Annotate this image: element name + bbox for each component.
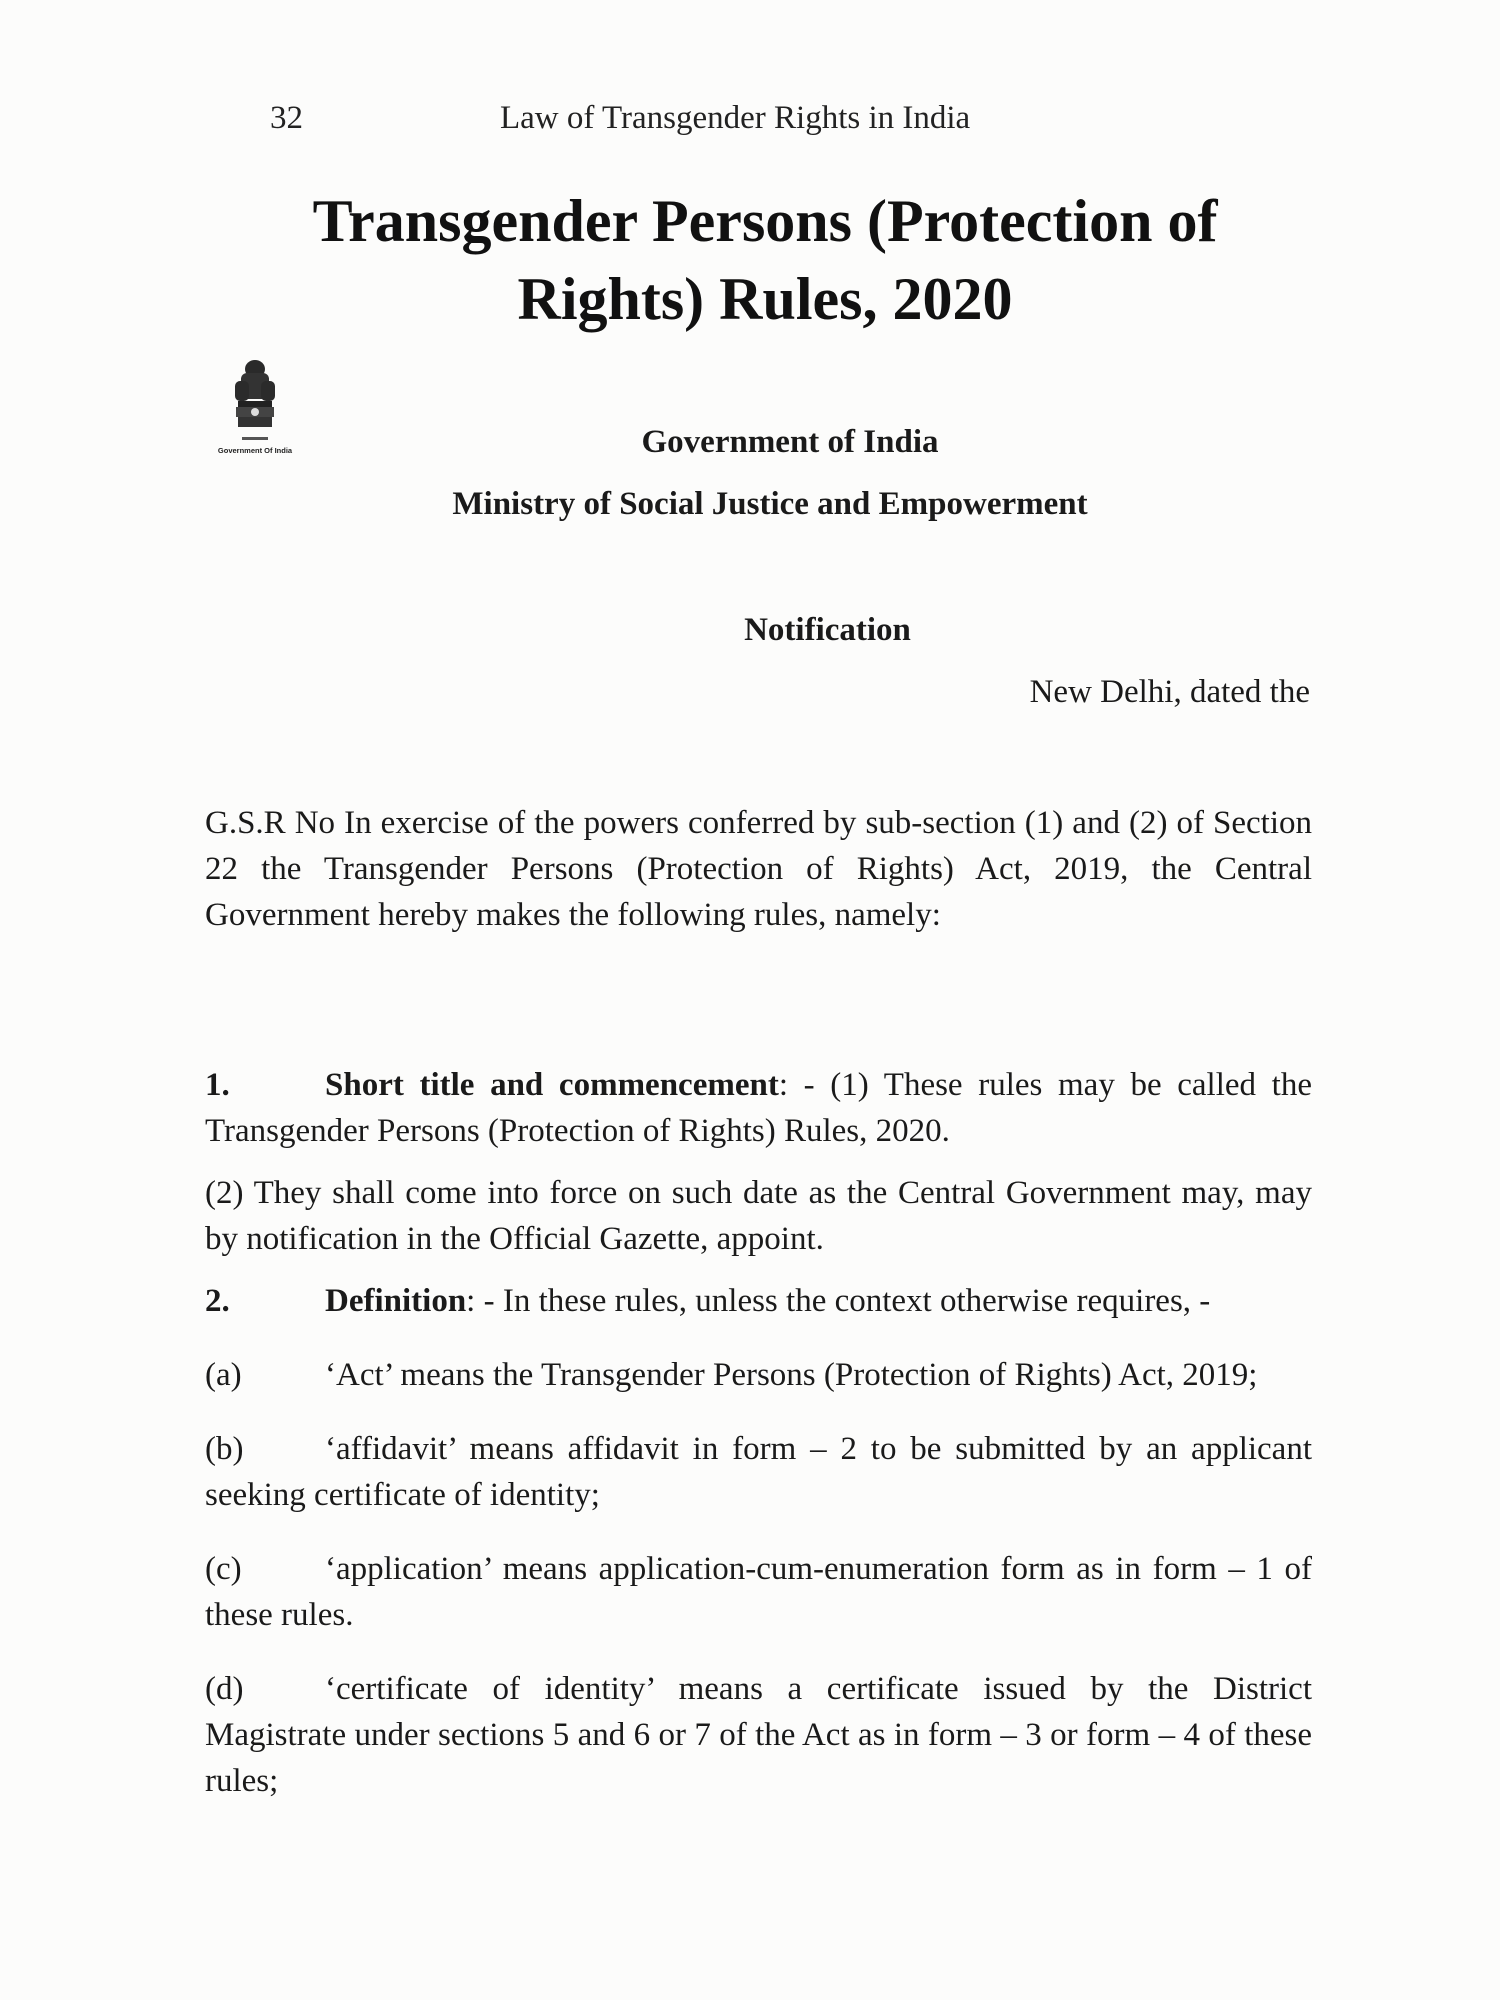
section-number: 1. [205,1067,230,1103]
definition-b [205,1426,1312,1518]
page-number: 32 [270,100,303,136]
preamble: G.S.R No In exercise of the powers conferred by sub-section (1) and (2) of Section 22 the Transgender Persons (Protection of Rights) Act, 2019, the Central Government hereby makes the following rules, namely: [205,805,1312,933]
emblem-caption: Government Of India [217,446,293,455]
document-title [200,182,1330,338]
government-name: Government of India [641,424,939,460]
ministry-name: Ministry of Social Justice and Empowerment [452,486,1088,522]
section-number: 2. [205,1283,230,1319]
title-line-2: Rights) Rules, 2020 [517,266,1013,332]
title-line-1: Transgender Persons (Protection of [312,188,1218,254]
definition-text: ‘certificate of identity’ means a certificate issued by the District Magistrate under sections 5 and 6 or 7 of the Act as in form – 3 or form – 4 of these rules; [205,1671,1312,1799]
definition-text: ‘affidavit’ means affidavit in form – 2 to be submitted by an applicant seeking certificate of identity; [205,1431,1312,1513]
definition-a [205,1352,1312,1398]
definition-label: (d) [205,1671,244,1707]
section-heading: Short title and commencement [325,1067,779,1103]
notification-heading: Notification [744,612,911,648]
definition-d [205,1666,1312,1804]
section-text: : - In these rules, unless the context otherwise requires, - [466,1283,1211,1319]
place-date-line: New Delhi, dated the [1029,674,1310,710]
section-1-subclause: (2) They shall come into force on such date as the Central Government may, may by notification in the Official Gazette, appoint. [205,1175,1312,1257]
definition-text: ‘Act’ means the Transgender Persons (Protection of Rights) Act, 2019; [325,1357,1258,1393]
definition-text: ‘application’ means application-cum-enumeration form as in form – 1 of these rules. [205,1551,1312,1633]
section-text: : - (1) These rules may be called the Transgender Persons (Protection of Rights) Rules, 2020. [205,1067,1312,1149]
section-heading: Definition [325,1283,467,1319]
section-2 [205,1278,1312,1324]
rules-body [205,1062,1312,1820]
definition-c [205,1546,1312,1638]
definition-label: (b) [205,1431,244,1467]
definition-label: (c) [205,1551,242,1587]
section-1 [205,1062,1312,1154]
government-block [200,420,1330,526]
running-title: Law of Transgender Rights in India [500,100,971,136]
definition-label: (a) [205,1357,242,1393]
